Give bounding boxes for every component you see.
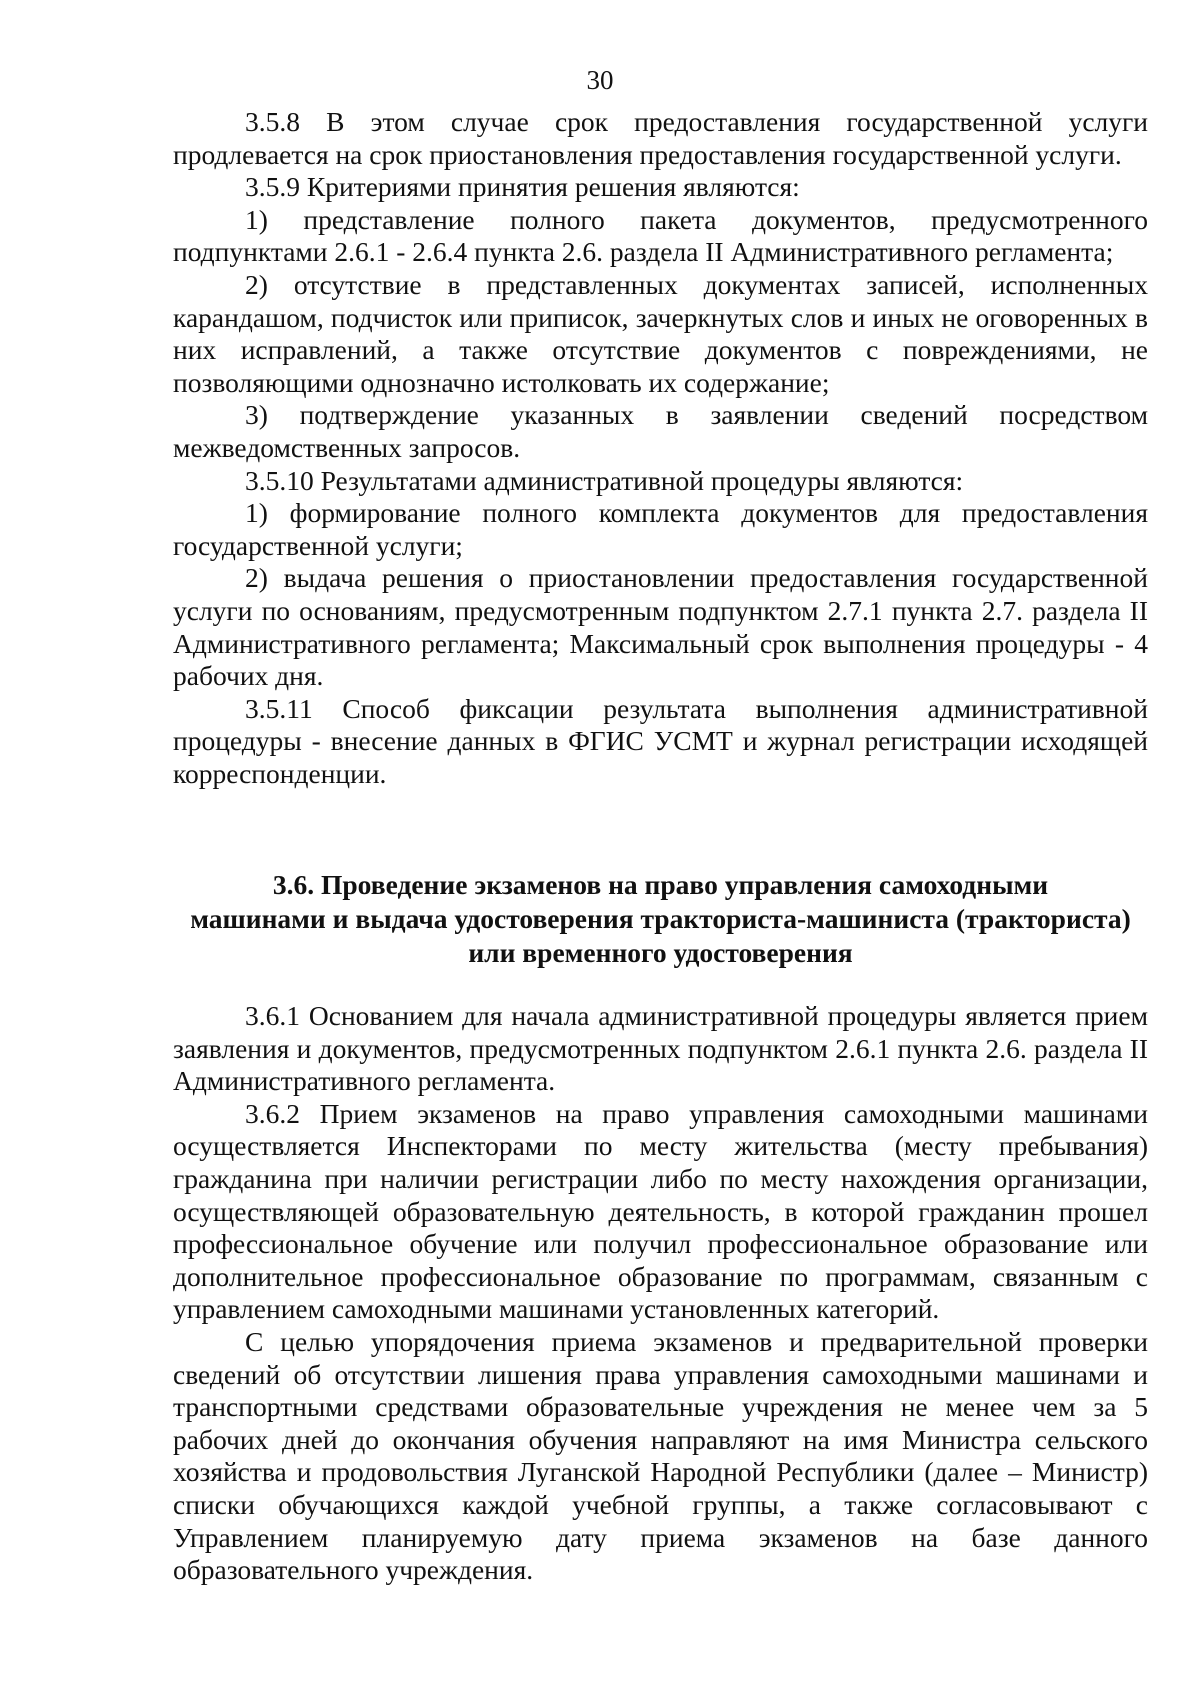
heading-line-2: машинами и выдача удостоверения тракториста-машиниста (тракториста) [190, 903, 1131, 934]
heading-line-1: 3.6. Проведение экзаменов на право управления самоходными [272, 869, 1049, 900]
paragraph-3-6-1: 3.6.1 Основанием для начала административной процедуры является прием заявления и документов, предусмотренных подпунктом 2.6.1 пункта 2.6. раздела II Административного регламента. [173, 1000, 1148, 1097]
paragraph-3-5-9: 3.5.9 Критериями принятия решения являются: [245, 171, 800, 203]
bottom-section [173, 1000, 1148, 1587]
paragraph-3-5-11: 3.5.11 Способ фиксации результата выполнения административной процедуры - внесение данных в ФГИС УСМТ и журнал регистрации исходящей корреспонденции. [173, 692, 1148, 789]
result-item-1: 1) формирование полного комплекта документов для предоставления государственной услуги; [173, 497, 1148, 561]
criteria-item-3: 3) подтверждение указанных в заявлении сведений посредством межведомственных запросов. [173, 399, 1148, 463]
page-number: 30 [586, 65, 614, 95]
paragraph-3-5-10: 3.5.10 Результатами административной процедуры являются: [245, 464, 964, 496]
section-heading-3-6 [173, 868, 1148, 970]
criteria-item-2: 2) отсутствие в представленных документах записей, исполненных карандашом, подчисток или приписок, зачеркнутых слов и иных не оговоренных в них исправлений, а также отсутствие документов с повреждениями, не позволяющими однозначно истолковать их содержание; [173, 268, 1148, 398]
top-section [173, 106, 1148, 790]
paragraph-3-6-2: 3.6.2 Прием экзаменов на право управления самоходными машинами осуществляется Инспекторами по месту жительства (месту пребывания) гражданина при наличии регистрации либо по месту нахождения организации, осуществляющей образовательную деятельность, в которой гражданин прошел профессиональное обучение или получил профессиональное образование или дополнительное профессиональное образование по программам, связанным с управлением самоходными машинами установленных категорий. [173, 1097, 1148, 1325]
paragraph-3-5-8: 3.5.8 В этом случае срок предоставления государственной услуги продлевается на срок приостановления предоставления государственной услуги. [173, 106, 1148, 170]
result-item-2: 2) выдача решения о приостановлении предоставления государственной услуги по основаниям, предусмотренным подпунктом 2.7.1 пункта 2.7. раздела II Административного регламента; Максимальный срок выполнения процедуры - 4 рабочих дня. [173, 562, 1148, 692]
paragraph-exam-ordering: С целью упорядочения приема экзаменов и предварительной проверки сведений об отсутствии лишения права управления самоходными машинами и транспортными средствами образовательные учреждения не менее чем за 5 рабочих дней до окончания обучения направляют на имя Министра сельского хозяйства и продовольствия Луганской Народной Республики (далее – Министр) списки обучающихся каждой учебной группы, а также согласовывают с Управлением планируемую дату приема экзаменов на базе данного образовательного учреждения. [173, 1325, 1148, 1586]
heading-line-3: или временного удостоверения [468, 937, 853, 968]
criteria-item-1: 1) представление полного пакета документов, предусмотренного подпунктами 2.6.1 - 2.6.4 пункта 2.6. раздела II Административного регламента; [173, 203, 1148, 268]
